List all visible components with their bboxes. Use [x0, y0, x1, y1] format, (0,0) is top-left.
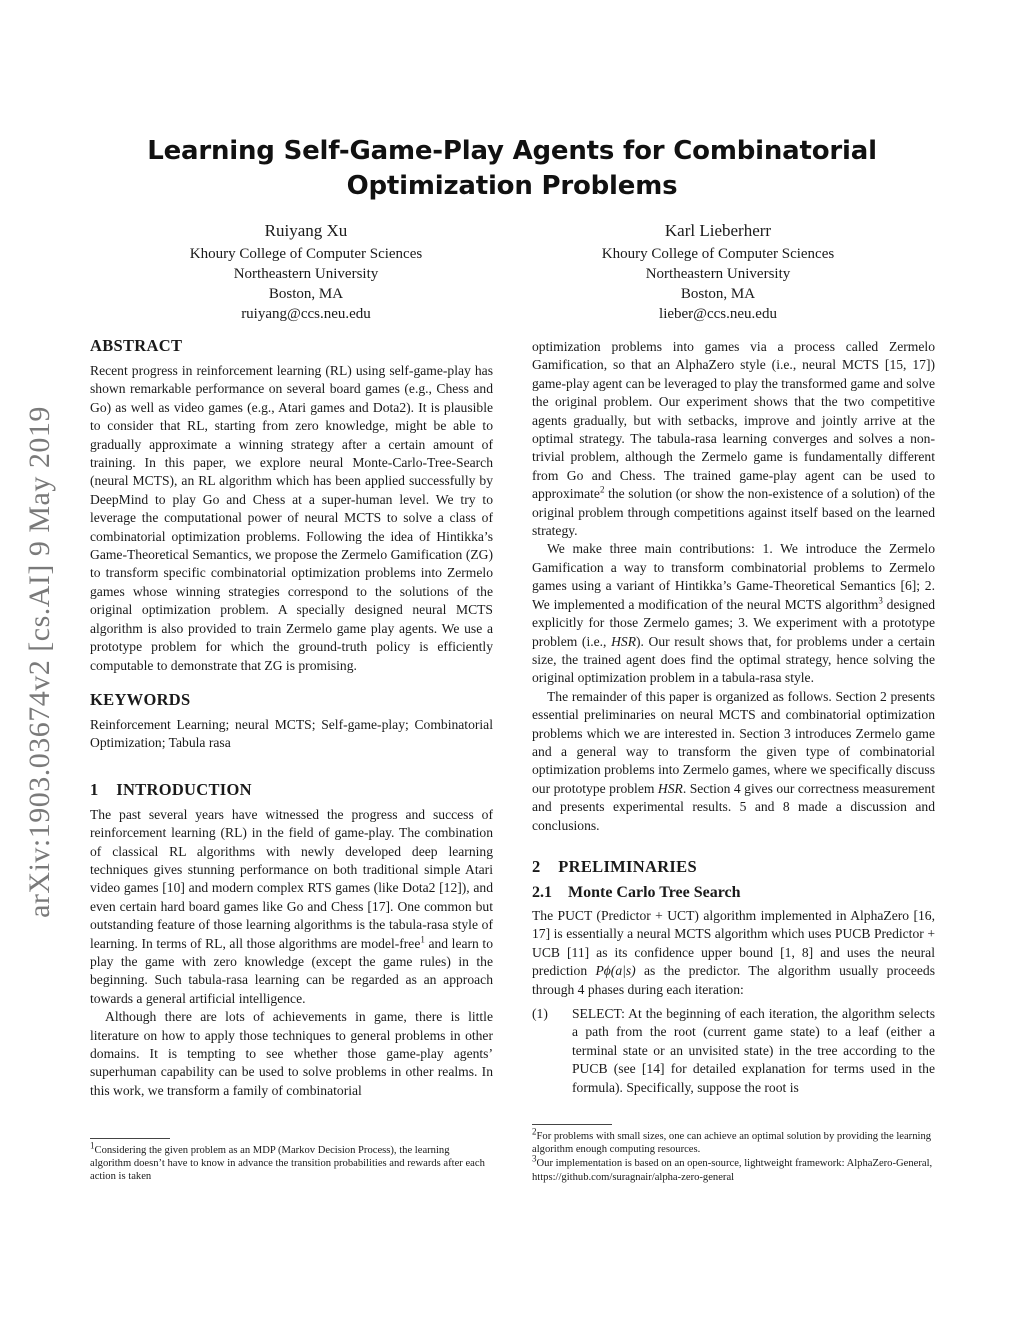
- prelim-heading: 2 PRELIMINARIES: [532, 856, 697, 876]
- keywords-text: Reinforcement Learning; neural MCTS; Self-game-play; Combinatorial Optimization; Tabula rasa: [90, 716, 493, 751]
- title-line-2: Optimization Problems: [346, 171, 678, 201]
- footnote-rule: [90, 1138, 170, 1139]
- author-block-2: [558, 220, 878, 324]
- author-department: Khoury College of Computer Sciences: [189, 246, 423, 262]
- list-number: (1): [532, 1006, 548, 1021]
- arxiv-identifier-text: arXiv:1903.03674v2 [cs.AI] 9 May 2019: [23, 406, 56, 918]
- footnote-rule: [532, 1124, 612, 1125]
- keywords-heading: KEYWORDS: [90, 689, 191, 709]
- right-column: [532, 338, 935, 1097]
- footnote-1: $^1$Considering the given problem as an MDP (Markov Decision Process), the learning algorithm doesn’t have to know in advance the transition probabilities and rewards after each action is taken: [90, 1140, 485, 1183]
- prelim-paragraph-1: The PUCT (Predictor + UCT) algorithm implemented in AlphaZero [16, 17] is essentially a neural MCTS algorithm which uses PUCB Predictor + UCB [11] as its confidence upper bound [1, 8] and uses the neural prediction Pϕ(a|s) as the predictor. The algorithm usually proceeds through 4 phases during each iteration:: [532, 907, 935, 997]
- author-block-1: [146, 220, 466, 324]
- mcts-subheading: 2.1 Monte Carlo Tree Search: [532, 883, 741, 901]
- footnote-mark-3[interactable]: 3: [878, 595, 883, 606]
- abstract-text: Recent progress in reinforcement learning (RL) using self-game-play has shown remarkable performance on several board games (e.g., Chess and Go) as well as video games (e.g., Atari games and Dota2). It is plausible to consider that RL, starting from zero knowledge, might be able to gradually approximate a winning strategy after a certain amount of training. In this paper, we explore neural Monte-Carlo-Tree-Search (neural MCTS), an RL algorithm which has been applied successfully by DeepMind to play Go and Chess at a super-human level. We try to leverage the computational power of neural MCTS to solve a class of combinatorial optimization problems. Following the idea of Hintikka’s Game-Theoretical Semantics, we propose the Zermelo Gamification (ZG) to transform specific combinatorial optimization problems into Zermelo games whose winning strategies correspond to the solutions of the original optimization problem. A specially designed neural MCTS algorithm is also provided to train Zermelo game play agents. We use a prototype problem for which the ground-truth policy is efficiently computable to demonstrate that ZG is promising.: [90, 363, 493, 673]
- author-name: Ruiyang Xu: [264, 221, 348, 240]
- footnote-3: $^3$Our implementation is based on an open-source, lightweight framework: AlphaZero-General, https://github.com/suragnair/alpha-zero-general: [532, 1153, 933, 1183]
- intro-paragraph-2-continued: optimization problems into games via a process called Zermelo Gamification, so that an AlphaZero style (i.e., neural MCTS [15, 17]) game-play agent can be leveraged to play the transformed game and solve the original problem. Our experiment shows that the two competitive agents gradually, but with setbacks, improve and jointly arrive at the optimal strategy. The tabula-rasa learning converges and solves a non-trivial problem, although the Zermelo game is fundamentally different from Go and Chess. The trained game-play agent can be used to approximate$^2$ the solution (or show the non-existence of a solution) of the original problem through competitions against itself based on the learned strategy.: [532, 339, 935, 539]
- list-text: SELECT: At the beginning of each iteration, the algorithm selects a path from the root (current game state) to a leaf (either a terminal state or an unvisited state) in the tree according to the PUCB (see [14] for detailed explanation for terms used in the formula). Specifically, suppose the root is: [572, 1006, 935, 1095]
- abstract-heading: ABSTRACT: [90, 336, 183, 355]
- intro-paragraph-3: We make three main contributions: 1. We introduce the Zermelo Gamification a way to transform combinatorial problems to Zermelo games using a variant of Hintikka’s Game-Theoretical Semantics [6]; 2. We implemented a modification of the neural MCTS algorithm$^3$ designed explicitly for those Zermelo games; 3. We experiment with a prototype problem (i.e., HSR). Our result shows that, for problems under a certain size, the trained agent does find the optimal strategy, hence solving the original optimization problem in a tabula-rasa style.: [532, 541, 935, 686]
- paper-title: [0, 134, 1024, 204]
- author-city: Boston, MA: [268, 286, 344, 302]
- intro-paragraph-1: The past several years have witnessed the progress and success of reinforcement learning (RL) in the field of game-play. The combination of classical RL algorithms with newly developed deep learning techniques gives stunning performance on both traditional simple Atari video games [10] and modern complex RTS games (like Dota2 [12]), and even certain hard board games like Go and Chess [17]. One common but outstanding feature of those learning algorithms is the tabula-rasa style of learning. In terms of RL, all those algorithms are model-free$^1$ and learn to play the game with zero knowledge (except the game rules) in the beginning. Such tabula-rasa learning can be regarded as an approach towards a general artificial intelligence.: [90, 806, 493, 1006]
- author-name: Karl Lieberherr: [664, 221, 772, 240]
- author-email[interactable]: lieber@ccs.neu.edu: [659, 306, 777, 322]
- left-column: [90, 336, 493, 1100]
- author-email[interactable]: ruiyang@ccs.neu.edu: [241, 306, 371, 322]
- footnote-mark-2[interactable]: 2: [599, 484, 605, 495]
- footnote-2: $^2$For problems with small sizes, one can achieve an optimal solution by providing the learning algorithm enough computing resources.: [532, 1126, 932, 1156]
- author-university: Northeastern University: [645, 266, 791, 282]
- title-line-1: Learning Self-Game-Play Agents for Combinatorial: [147, 136, 877, 166]
- intro-paragraph-2: Although there are lots of achievements in game, there is little literature on how to apply those techniques to general problems in other domains. It is tempting to see whether those game-play agents’ superhuman capability can be used to solve problems in other realms. In this work, we transform a family of combinatorial: [90, 1009, 493, 1098]
- arxiv-identifier: [22, 362, 58, 962]
- math-predictor: Pϕ(a|s): [595, 963, 636, 979]
- author-department: Khoury College of Computer Sciences: [601, 246, 835, 262]
- intro-paragraph-4: The remainder of this paper is organized as follows. Section 2 presents essential preliminaries on neural MCTS and combinatorial optimization problems which we are interested in. Section 3 introduces Zermelo game and a general way to transform the given type of combinatorial optimization problems into Zermelo games, where we specifically discuss our prototype problem HSR. Section 4 gives our correctness measurement and presents experimental results. 5 and 8 made a discussion and conclusions.: [532, 688, 935, 833]
- author-city: Boston, MA: [680, 286, 756, 302]
- intro-heading: 1 INTRODUCTION: [90, 779, 252, 799]
- footnote-mark-1[interactable]: 1: [420, 934, 425, 945]
- phase-list-item-1: [532, 1005, 935, 1097]
- left-footnotes: [90, 1138, 493, 1184]
- right-footnotes: [532, 1124, 935, 1184]
- author-university: Northeastern University: [233, 266, 379, 282]
